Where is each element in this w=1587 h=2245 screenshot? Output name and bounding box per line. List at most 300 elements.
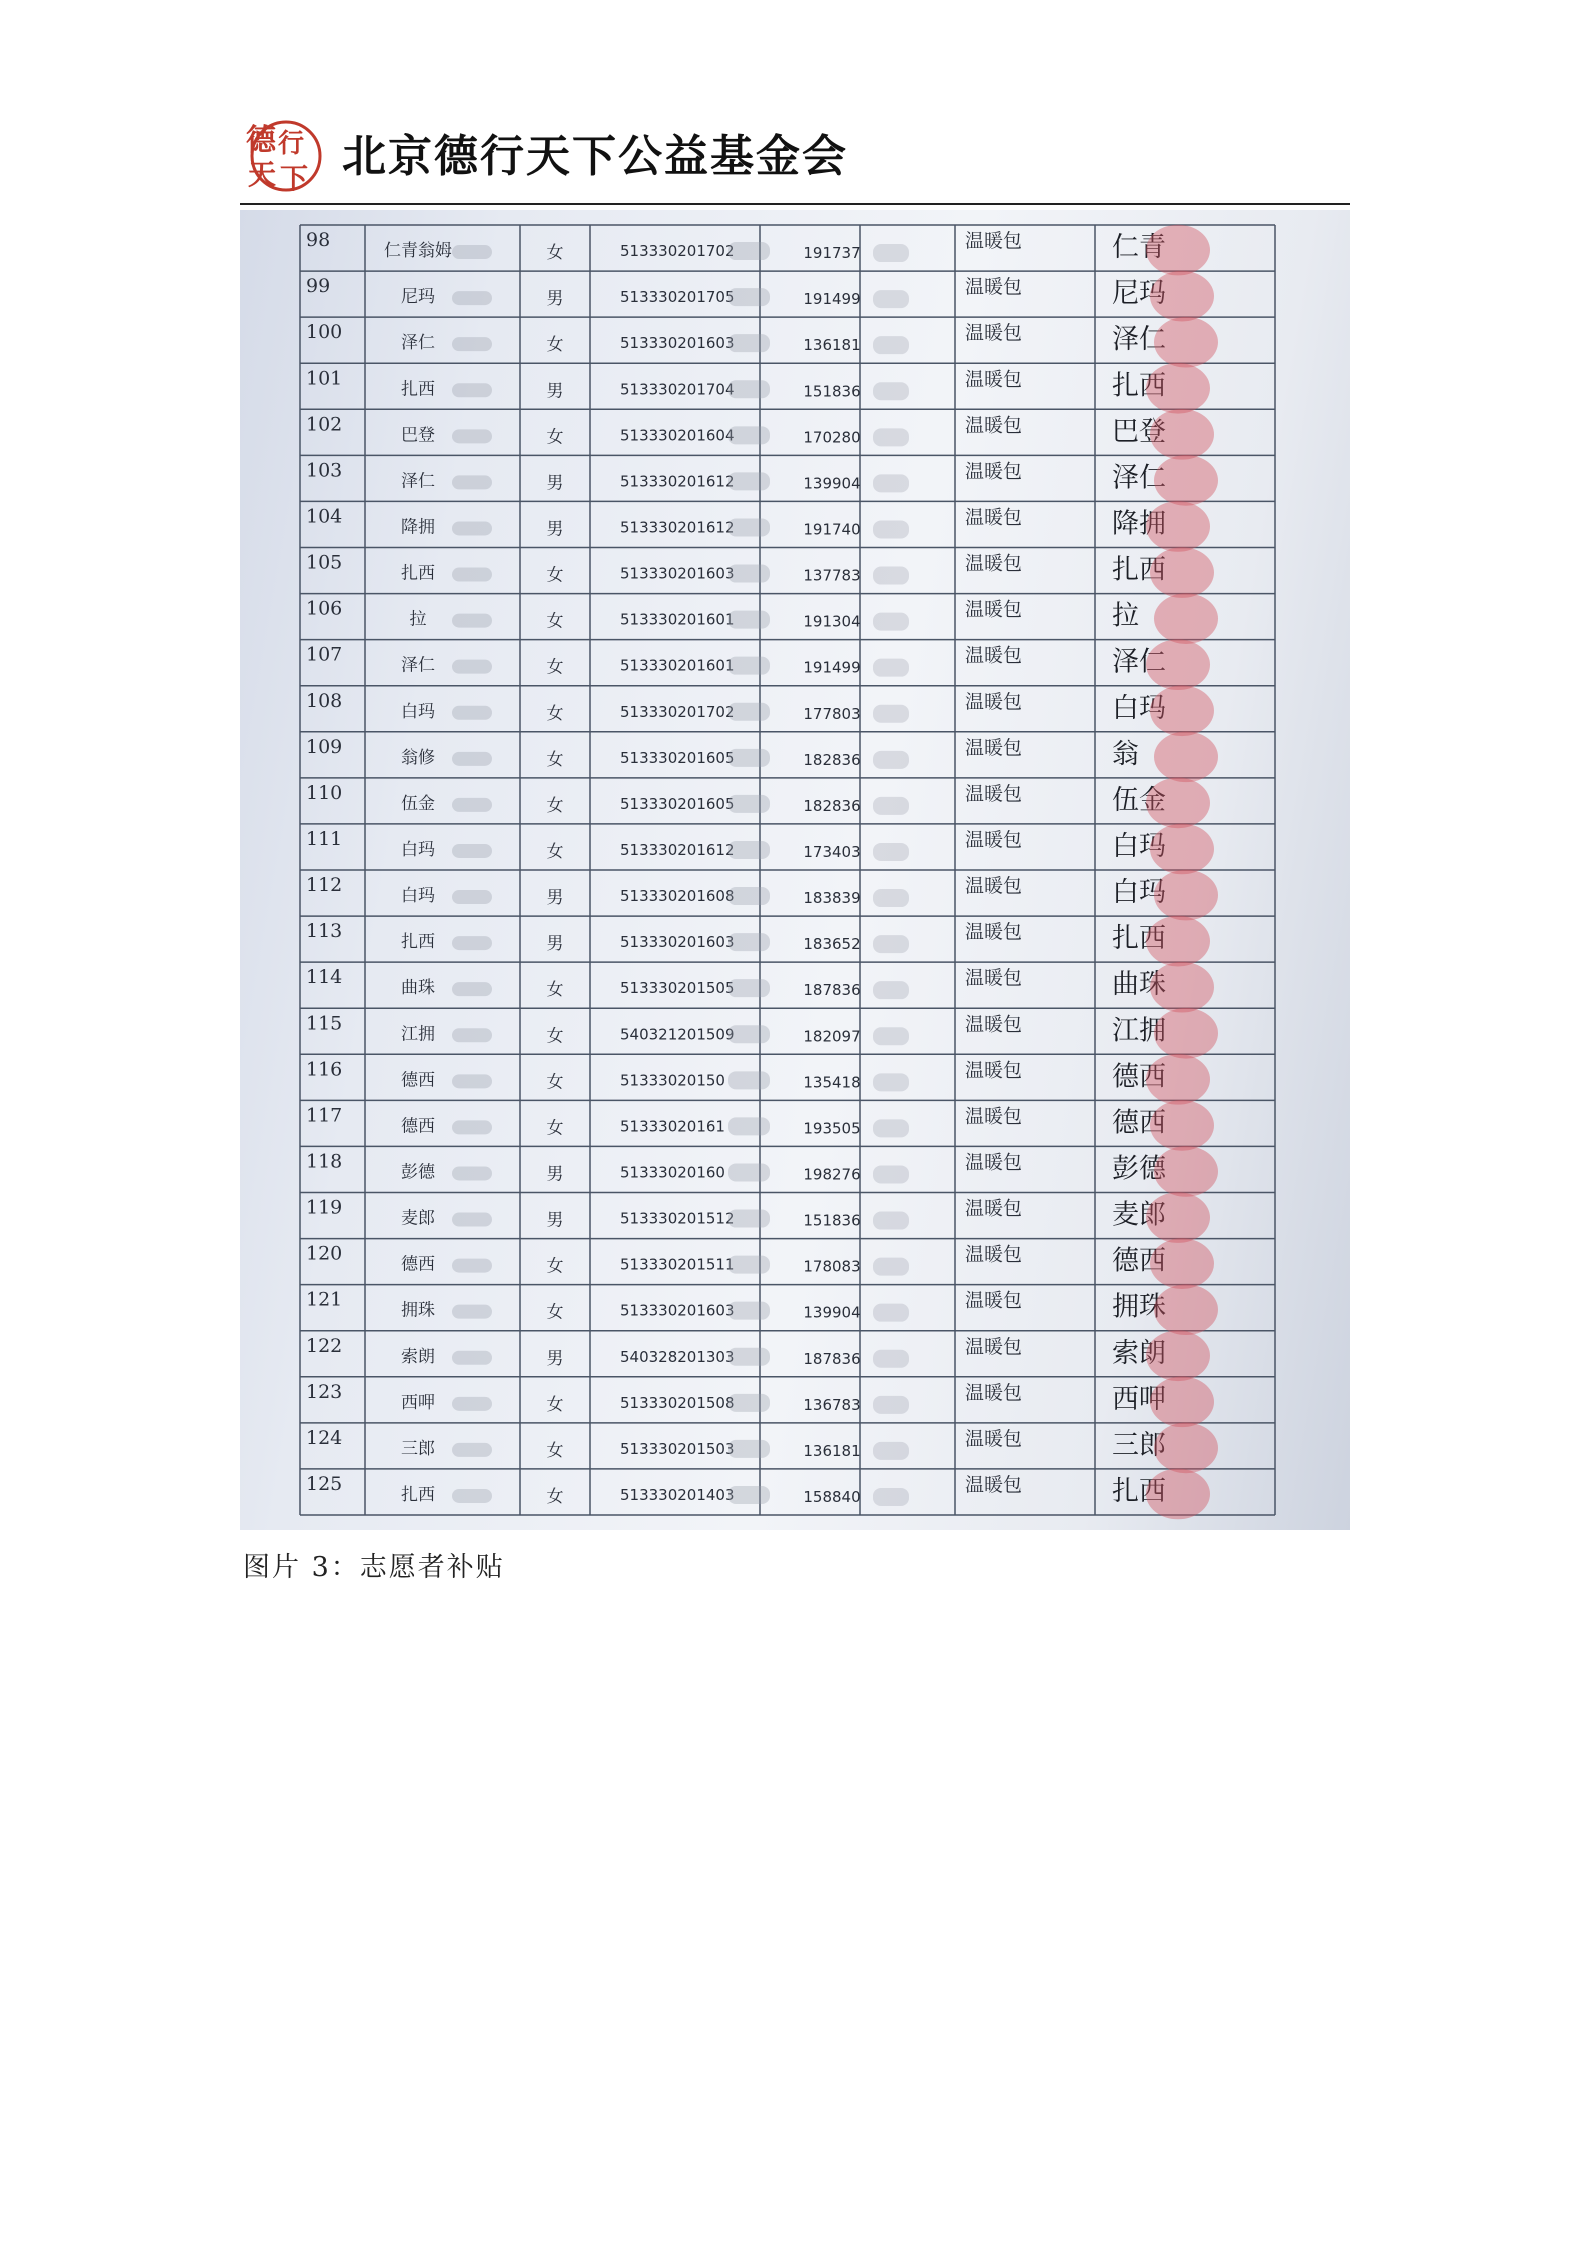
item-name: 温暖包	[965, 276, 1023, 299]
redacted-name-blur	[452, 245, 492, 259]
phone-prefix: 182836	[803, 796, 861, 815]
header-rule	[240, 203, 1350, 205]
item-name: 温暖包	[965, 644, 1023, 667]
row-number: 119	[306, 1196, 343, 1219]
id-number-prefix: 513330201705	[620, 288, 735, 307]
person-name: 三郎	[401, 1438, 435, 1459]
item-name: 温暖包	[965, 1243, 1023, 1266]
gender: 男	[546, 1210, 564, 1231]
redacted-phone-blur	[873, 613, 909, 631]
person-name: 索朗	[401, 1346, 435, 1367]
redacted-phone-blur	[873, 705, 909, 723]
signature-sheet-photo	[240, 210, 1350, 1530]
redacted-id-blur	[728, 1348, 770, 1366]
person-name: 西呷	[401, 1392, 435, 1413]
id-number-prefix: 51333020160	[620, 1163, 725, 1182]
redacted-name-blur	[452, 1259, 492, 1273]
redacted-id-blur	[728, 1394, 770, 1412]
fingerprint-stamp	[1146, 363, 1210, 414]
fingerprint-stamp	[1154, 317, 1218, 368]
redacted-phone-blur	[873, 1258, 909, 1276]
gender: 女	[546, 980, 564, 1001]
row-number: 104	[306, 505, 343, 528]
item-name: 温暖包	[965, 552, 1023, 575]
redacted-name-blur	[452, 752, 492, 766]
redacted-id-blur	[728, 472, 770, 490]
gender: 女	[546, 1256, 564, 1277]
item-name: 温暖包	[965, 598, 1023, 621]
gender: 女	[546, 703, 564, 724]
person-name: 伍金	[401, 793, 435, 814]
redacted-phone-blur	[873, 567, 909, 585]
person-name: 白玛	[401, 886, 435, 907]
redacted-name-blur	[452, 1489, 492, 1503]
svg-text:下: 下	[280, 162, 309, 195]
person-name: 彭德	[401, 1162, 435, 1183]
person-name: 德西	[401, 1070, 435, 1091]
item-name: 温暖包	[965, 782, 1023, 805]
fingerprint-stamp	[1154, 593, 1218, 644]
item-name: 温暖包	[965, 230, 1023, 253]
figure-caption: 图片 3：志愿者补贴	[243, 1552, 505, 1583]
fingerprint-stamp	[1154, 1423, 1218, 1474]
redacted-id-blur	[728, 242, 770, 260]
id-number-prefix: 513330201604	[620, 426, 735, 445]
row-number: 111	[306, 827, 343, 850]
phone-prefix: 193505	[803, 1119, 861, 1138]
item-name: 温暖包	[965, 1197, 1023, 1220]
id-number-prefix: 513330201601	[620, 656, 735, 675]
header	[240, 110, 1350, 205]
row-number: 124	[306, 1426, 343, 1449]
id-number-prefix: 540328201303	[620, 1347, 735, 1366]
fingerprint-stamp	[1150, 409, 1214, 460]
redacted-name-blur	[452, 706, 492, 720]
id-number-prefix: 513330201508	[620, 1393, 735, 1412]
person-name: 扎西	[401, 932, 435, 953]
row-number: 109	[306, 735, 343, 758]
row-number: 115	[306, 1012, 343, 1035]
fingerprint-stamp	[1150, 685, 1214, 736]
redacted-name-blur	[452, 429, 492, 443]
person-name: 泽仁	[401, 333, 435, 354]
id-number-prefix: 51333020150	[620, 1071, 725, 1090]
phone-prefix: 191740	[803, 520, 861, 539]
gender: 女	[546, 565, 564, 586]
redacted-id-blur	[728, 1256, 770, 1274]
item-name: 温暖包	[965, 414, 1023, 437]
redacted-name-blur	[452, 1120, 492, 1134]
redacted-phone-blur	[873, 474, 909, 492]
row-number: 113	[306, 920, 343, 943]
fingerprint-stamp	[1150, 1100, 1214, 1151]
handwritten-signature: 降拥	[1112, 508, 1166, 540]
gender: 女	[546, 1486, 564, 1507]
redacted-name-blur	[452, 890, 492, 904]
gender: 女	[546, 1394, 564, 1415]
redacted-id-blur	[728, 288, 770, 306]
row-number: 120	[306, 1242, 343, 1265]
phone-prefix: 173403	[803, 842, 861, 861]
gender: 女	[546, 243, 564, 264]
item-name: 温暖包	[965, 1335, 1023, 1358]
redacted-phone-blur	[873, 659, 909, 677]
person-name: 江拥	[401, 1024, 435, 1045]
gender: 男	[546, 888, 564, 909]
redacted-phone-blur	[873, 1027, 909, 1045]
redacted-phone-blur	[873, 843, 909, 861]
redacted-id-blur	[728, 380, 770, 398]
handwritten-signature: 彭德	[1112, 1153, 1166, 1185]
item-name: 温暖包	[965, 1105, 1023, 1128]
phone-prefix: 151836	[803, 382, 861, 401]
handwritten-signature: 仁青	[1112, 232, 1166, 264]
person-name: 扎西	[401, 379, 435, 400]
id-number-prefix: 513330201601	[620, 610, 735, 629]
item-name: 温暖包	[965, 690, 1023, 713]
fingerprint-stamp	[1146, 916, 1210, 967]
row-number: 116	[306, 1058, 343, 1081]
handwritten-signature: 西呷	[1112, 1383, 1166, 1415]
redacted-id-blur	[728, 565, 770, 583]
redacted-id-blur	[728, 1210, 770, 1228]
redacted-id-blur	[728, 334, 770, 352]
handwritten-signature: 白玛	[1112, 877, 1166, 909]
redacted-name-blur	[452, 982, 492, 996]
phone-prefix: 191499	[803, 658, 861, 677]
item-name: 温暖包	[965, 368, 1023, 391]
redacted-phone-blur	[873, 935, 909, 953]
phone-prefix: 182836	[803, 750, 861, 769]
phone-prefix: 187836	[803, 1349, 861, 1368]
handwritten-signature: 德西	[1112, 1245, 1166, 1277]
person-name: 白玛	[401, 839, 435, 860]
redacted-name-blur	[452, 475, 492, 489]
id-number-prefix: 513330201503	[620, 1439, 735, 1458]
redacted-id-blur	[728, 1302, 770, 1320]
gender: 男	[546, 381, 564, 402]
handwritten-signature: 尼玛	[1112, 278, 1166, 310]
phone-prefix: 177803	[803, 704, 861, 723]
person-name: 德西	[401, 1254, 435, 1275]
phone-prefix: 136783	[803, 1395, 861, 1414]
phone-prefix: 182097	[803, 1027, 861, 1046]
foundation-logo	[240, 110, 322, 196]
svg-text:行: 行	[278, 129, 305, 159]
id-number-prefix: 513330201603	[620, 334, 735, 353]
fingerprint-stamp	[1154, 455, 1218, 506]
handwritten-signature: 拉	[1112, 600, 1139, 632]
redacted-name-blur	[452, 1213, 492, 1227]
fingerprint-stamp	[1150, 1376, 1214, 1427]
gender: 女	[546, 657, 564, 678]
fingerprint-stamp	[1150, 962, 1214, 1013]
fingerprint-stamp	[1146, 1192, 1210, 1243]
handwritten-signature: 泽仁	[1112, 646, 1166, 678]
row-number: 107	[306, 643, 343, 666]
gender: 女	[546, 1026, 564, 1047]
redacted-phone-blur	[873, 244, 909, 262]
fingerprint-stamp	[1154, 731, 1218, 782]
row-number: 100	[306, 321, 343, 344]
org-name: 北京德行天下公益基金会	[342, 131, 848, 182]
redacted-phone-blur	[873, 290, 909, 308]
fingerprint-stamp	[1146, 639, 1210, 690]
item-name: 温暖包	[965, 875, 1023, 898]
id-number-prefix: 513330201704	[620, 380, 735, 399]
handwritten-signature: 巴登	[1112, 416, 1166, 448]
row-number: 123	[306, 1380, 343, 1403]
gender: 女	[546, 1118, 564, 1139]
id-number-prefix: 513330201603	[620, 564, 735, 583]
phone-prefix: 151836	[803, 1211, 861, 1230]
gender: 女	[546, 1072, 564, 1093]
redacted-name-blur	[452, 1305, 492, 1319]
redacted-name-blur	[452, 660, 492, 674]
row-number: 117	[306, 1104, 343, 1127]
fingerprint-stamp	[1150, 1238, 1214, 1289]
person-name: 泽仁	[401, 471, 435, 492]
row-number: 110	[306, 781, 343, 804]
redacted-phone-blur	[873, 889, 909, 907]
fingerprint-stamp	[1146, 1469, 1210, 1520]
redacted-phone-blur	[873, 336, 909, 354]
person-name: 曲珠	[401, 978, 435, 999]
handwritten-signature: 泽仁	[1112, 324, 1166, 356]
redacted-name-blur	[452, 568, 492, 582]
item-name: 温暖包	[965, 506, 1023, 529]
redacted-phone-blur	[873, 981, 909, 999]
redacted-phone-blur	[873, 1304, 909, 1322]
redacted-id-blur	[728, 887, 770, 905]
row-number: 98	[306, 229, 331, 252]
person-name: 扎西	[401, 1484, 435, 1505]
handwritten-signature: 德西	[1112, 1061, 1166, 1093]
gender: 女	[546, 1440, 564, 1461]
gender: 女	[546, 335, 564, 356]
person-name: 白玛	[401, 701, 435, 722]
row-number: 114	[306, 966, 343, 989]
gender: 女	[546, 841, 564, 862]
item-name: 温暖包	[965, 1427, 1023, 1450]
person-name: 德西	[401, 1116, 435, 1137]
id-number-prefix: 513330201608	[620, 887, 735, 906]
redacted-id-blur	[728, 518, 770, 536]
gender: 男	[546, 289, 564, 310]
fingerprint-stamp	[1146, 778, 1210, 829]
row-number: 118	[306, 1150, 343, 1173]
handwritten-signature: 翁	[1112, 738, 1139, 770]
fingerprint-stamp	[1150, 824, 1214, 875]
row-number: 102	[306, 413, 343, 436]
redacted-id-blur	[728, 1163, 770, 1181]
item-name: 温暖包	[965, 1151, 1023, 1174]
item-name: 温暖包	[965, 1059, 1023, 1082]
redacted-name-blur	[452, 383, 492, 397]
item-name: 温暖包	[965, 1381, 1023, 1404]
person-name: 拥珠	[401, 1300, 435, 1321]
gender: 男	[546, 519, 564, 540]
redacted-id-blur	[728, 611, 770, 629]
row-number: 122	[306, 1334, 343, 1357]
phone-prefix: 139904	[803, 474, 861, 493]
redacted-id-blur	[728, 1440, 770, 1458]
phone-prefix: 178083	[803, 1257, 861, 1276]
phone-prefix: 191499	[803, 290, 861, 309]
handwritten-signature: 扎西	[1112, 1475, 1166, 1507]
handwritten-signature: 白玛	[1112, 692, 1166, 724]
id-number-prefix: 540321201509	[620, 1025, 735, 1044]
svg-text:天: 天	[248, 158, 277, 191]
handwritten-signature: 麦郎	[1112, 1199, 1166, 1231]
id-number-prefix: 513330201605	[620, 748, 735, 767]
svg-text:德: 德	[246, 123, 276, 158]
redacted-name-blur	[452, 1397, 492, 1411]
handwritten-signature: 三郎	[1112, 1429, 1166, 1461]
redacted-phone-blur	[873, 428, 909, 446]
redacted-name-blur	[452, 1028, 492, 1042]
phone-prefix: 139904	[803, 1303, 861, 1322]
phone-prefix: 191737	[803, 244, 861, 263]
redacted-id-blur	[728, 1117, 770, 1135]
phone-prefix: 187836	[803, 981, 861, 1000]
row-number: 105	[306, 551, 343, 574]
redacted-id-blur	[728, 979, 770, 997]
person-name: 巴登	[401, 425, 435, 446]
id-number-prefix: 513330201612	[620, 840, 735, 859]
phone-prefix: 198276	[803, 1165, 861, 1184]
redacted-name-blur	[452, 1443, 492, 1457]
handwritten-signature: 江拥	[1112, 1015, 1166, 1047]
id-number-prefix: 513330201612	[620, 472, 735, 491]
id-number-prefix: 513330201612	[620, 518, 735, 537]
gender: 男	[546, 1164, 564, 1185]
phone-prefix: 170280	[803, 428, 861, 447]
handwritten-signature: 扎西	[1112, 554, 1166, 586]
item-name: 温暖包	[965, 322, 1023, 345]
redacted-phone-blur	[873, 1073, 909, 1091]
person-name: 翁修	[401, 747, 435, 768]
person-name: 泽仁	[401, 655, 435, 676]
redacted-name-blur	[452, 798, 492, 812]
id-number-prefix: 51333020161	[620, 1117, 725, 1136]
fingerprint-stamp	[1150, 547, 1214, 598]
item-name: 温暖包	[965, 460, 1023, 483]
redacted-id-blur	[728, 657, 770, 675]
redacted-name-blur	[452, 291, 492, 305]
id-number-prefix: 513330201603	[620, 933, 735, 952]
redacted-id-blur	[728, 841, 770, 859]
fingerprint-stamp	[1154, 1008, 1218, 1059]
redacted-phone-blur	[873, 520, 909, 538]
fingerprint-stamp	[1154, 870, 1218, 921]
redacted-id-blur	[728, 1025, 770, 1043]
phone-prefix: 183652	[803, 935, 861, 954]
gender: 女	[546, 795, 564, 816]
row-number: 106	[306, 597, 343, 620]
person-name: 拉	[409, 609, 427, 630]
redacted-id-blur	[728, 703, 770, 721]
phone-prefix: 137783	[803, 566, 861, 585]
handwritten-signature: 德西	[1112, 1107, 1166, 1139]
fingerprint-stamp	[1150, 271, 1214, 322]
phone-prefix: 136181	[803, 336, 861, 355]
row-number: 121	[306, 1288, 343, 1311]
id-number-prefix: 513330201403	[620, 1485, 735, 1504]
handwritten-signature: 白玛	[1112, 830, 1166, 862]
item-name: 温暖包	[965, 967, 1023, 990]
redacted-name-blur	[452, 844, 492, 858]
redacted-phone-blur	[873, 751, 909, 769]
gender: 男	[546, 473, 564, 494]
redacted-phone-blur	[873, 1165, 909, 1183]
redacted-name-blur	[452, 936, 492, 950]
person-name: 扎西	[401, 563, 435, 584]
phone-prefix: 136181	[803, 1441, 861, 1460]
redacted-phone-blur	[873, 1119, 909, 1137]
handwritten-signature: 扎西	[1112, 370, 1166, 402]
row-number: 99	[306, 275, 331, 298]
redacted-name-blur	[452, 1166, 492, 1180]
id-number-prefix: 513330201603	[620, 1301, 735, 1320]
handwritten-signature: 曲珠	[1112, 969, 1166, 1001]
id-number-prefix: 513330201702	[620, 242, 735, 261]
redacted-phone-blur	[873, 1442, 909, 1460]
item-name: 温暖包	[965, 1473, 1023, 1496]
redacted-id-blur	[728, 1071, 770, 1089]
redacted-phone-blur	[873, 1488, 909, 1506]
item-name: 温暖包	[965, 1013, 1023, 1036]
handwritten-signature: 泽仁	[1112, 462, 1166, 494]
gender: 女	[546, 611, 564, 632]
handwritten-signature: 拥珠	[1112, 1291, 1166, 1323]
redacted-name-blur	[452, 1074, 492, 1088]
redacted-phone-blur	[873, 1396, 909, 1414]
person-name: 降拥	[401, 517, 435, 538]
fingerprint-stamp	[1154, 1146, 1218, 1197]
item-name: 温暖包	[965, 828, 1023, 851]
gender: 女	[546, 749, 564, 770]
phone-prefix: 183839	[803, 889, 861, 908]
person-name: 麦郎	[401, 1208, 435, 1229]
redacted-name-blur	[452, 614, 492, 628]
item-name: 温暖包	[965, 1289, 1023, 1312]
redacted-phone-blur	[873, 382, 909, 400]
row-number: 108	[306, 689, 343, 712]
item-name: 温暖包	[965, 736, 1023, 759]
phone-prefix: 158840	[803, 1487, 861, 1506]
phone-prefix: 135418	[803, 1073, 861, 1092]
redacted-id-blur	[728, 933, 770, 951]
gender: 女	[546, 427, 564, 448]
fingerprint-stamp	[1146, 501, 1210, 552]
distribution-table	[240, 210, 1350, 1530]
row-number: 112	[306, 874, 343, 897]
gender: 男	[546, 934, 564, 955]
redacted-id-blur	[728, 426, 770, 444]
redacted-phone-blur	[873, 797, 909, 815]
person-name: 尼玛	[401, 287, 435, 308]
fingerprint-stamp	[1146, 1330, 1210, 1381]
id-number-prefix: 513330201511	[620, 1255, 735, 1274]
row-number: 103	[306, 459, 343, 482]
row-number: 125	[306, 1472, 343, 1495]
fingerprint-stamp	[1146, 1054, 1210, 1105]
person-name: 仁青翁姆	[384, 241, 452, 262]
redacted-phone-blur	[873, 1350, 909, 1368]
handwritten-signature: 伍金	[1112, 784, 1166, 816]
item-name: 温暖包	[965, 921, 1023, 944]
